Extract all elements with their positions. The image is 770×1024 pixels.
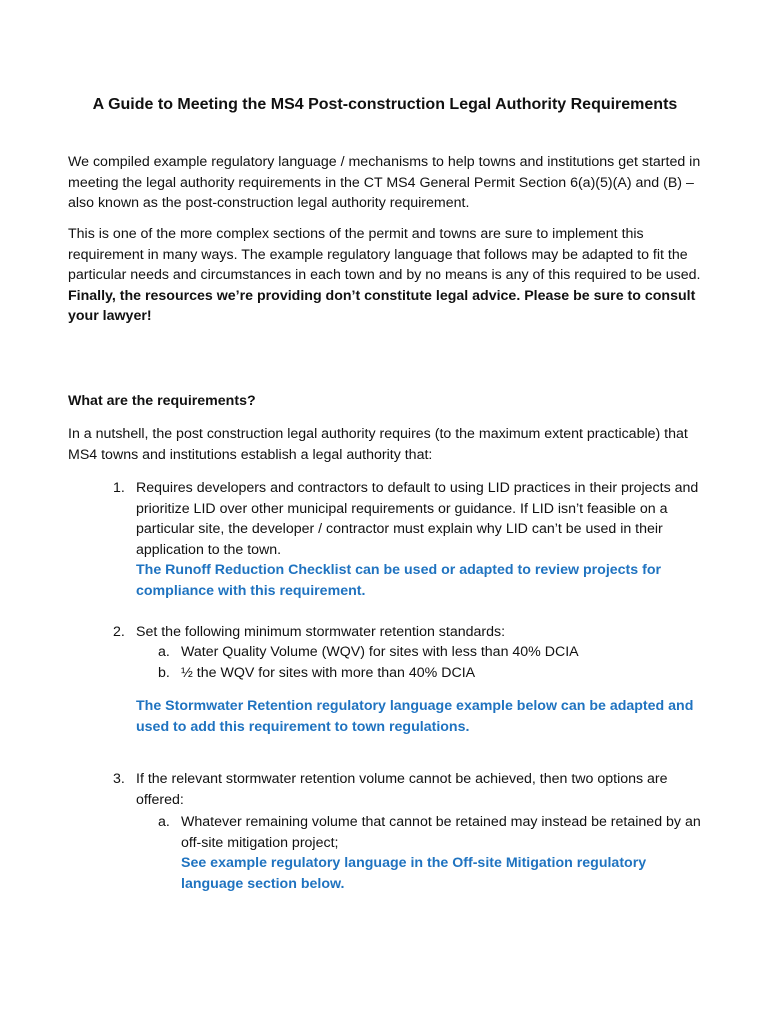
list-item-number: 2. [113,624,125,640]
nutshell-paragraph: In a nutshell, the post construction legal authority requires (to the maximum extent practicable) that MS4 towns and institutions establish a legal authority that: [68,426,688,463]
section-heading: What are the requirements? [68,393,256,409]
sub-item-letter: a. [158,644,170,660]
sub-item-text: Whatever remaining volume that cannot be retained may instead be retained by an off-site mitigation project; [181,814,701,851]
list-item-number: 3. [113,771,125,787]
sub-item-text: Water Quality Volume (WQV) for sites with less than 40% DCIA [181,644,579,660]
document-title: A Guide to Meeting the MS4 Post-construction Legal Authority Requirements [92,96,678,113]
runoff-checklist-note: The Runoff Reduction Checklist can be used or adapted to review projects for compliance with this requirement. [136,562,662,599]
intro-paragraph-1: We compiled example regulatory language / mechanisms to help towns and institutions get started in meeting the legal authority requirements in the CT MS4 General Permit Section 6(a)(5)(A) and (B) – also known as the post-construction legal authority requirement. [68,154,701,211]
intro-paragraph-2 [68,224,708,327]
legal-advice-disclaimer: Finally, the resources we’re providing don’t constitute legal advice. Please be sure to consult your lawyer! [68,287,696,324]
intro-paragraph-2-text: This is one of the more complex sections of the permit and towns are sure to implement this requirement in many ways. The example regulatory language that follows may be adapted to fit the particular needs and circumstances in each town and by no means is any of this required to be used. [68,226,701,283]
list-item-text: Requires developers and contractors to default to using LID practices in their projects and prioritize LID over other municipal requirements or guidance. If LID isn’t feasible on a particular site, the developer / contractor must explain why LID can’t be used in their application to the town. [136,480,699,558]
offsite-mitigation-note: See example regulatory language in the Off-site Mitigation regulatory language section below. [181,855,647,892]
sub-item-letter: b. [158,665,170,681]
sub-item-letter: a. [158,814,170,830]
list-item-text: If the relevant stormwater retention volume cannot be achieved, then two options are offered: [136,771,668,808]
retention-note: The Stormwater Retention regulatory language example below can be adapted and used to add this requirement to town regulations. [136,698,694,735]
list-item-text: Set the following minimum stormwater retention standards: [136,624,506,640]
sub-item-text: ½ the WQV for sites with more than 40% DCIA [181,665,476,681]
list-item-number: 1. [113,480,125,496]
